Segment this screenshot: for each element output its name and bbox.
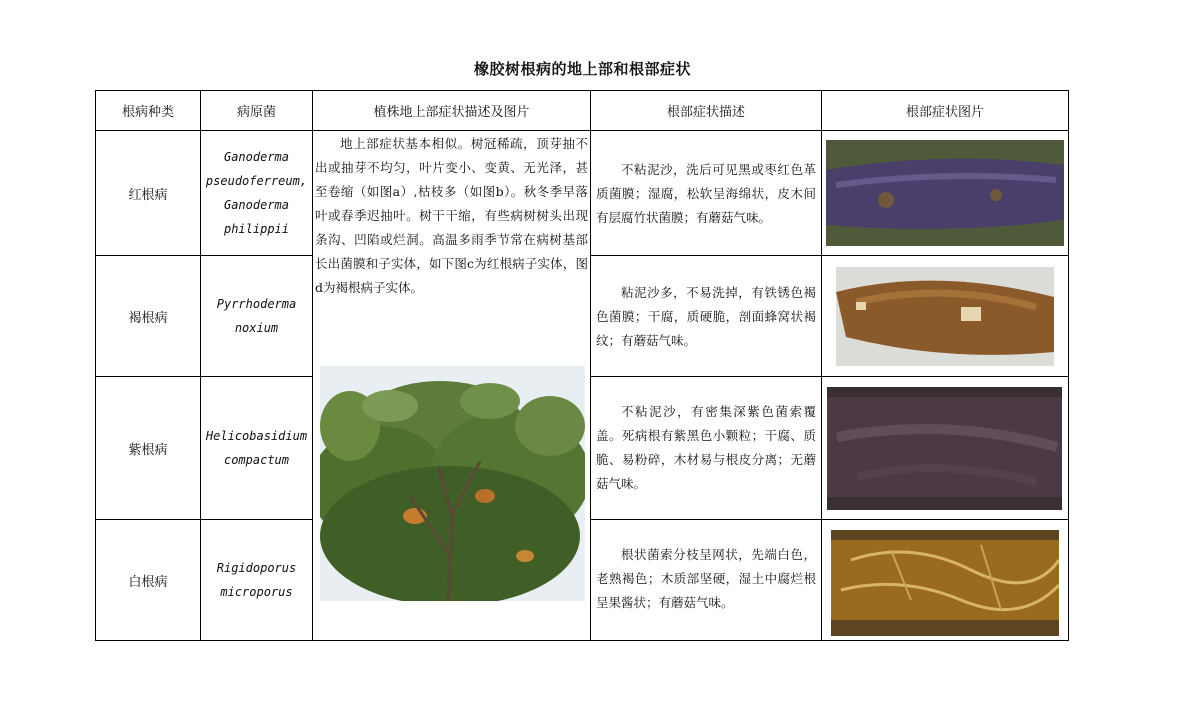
root-symptom-text: 不粘泥沙，洗后可见黑或枣红色革质菌膜；湿腐，松软呈海绵状，皮木间有层腐竹状菌膜；有蘑菇气味。 [596,162,816,225]
page-title: 橡胶树根病的地上部和根部症状 [473,60,691,78]
pathogen-line: pseudoferreum, [205,174,308,188]
pathogen-line: noxium [234,321,279,335]
pathogen-line: Ganoderma [223,198,290,212]
purple-root-photo [827,387,1062,510]
pathogen-name [201,256,312,376]
header-above-ground: 植株地上部症状描述及图片 [373,105,530,120]
pathogen-line: compactum [223,453,290,467]
pathogen-line: philippii [223,222,290,236]
pathogen-line: Helicobasidium [205,429,308,443]
red-root-photo [826,140,1064,246]
header-disease-type: 根病种类 [121,105,174,120]
tree-canopy-photo [320,366,585,601]
pathogen-line: microporus [220,585,293,599]
symptom-table [95,90,1069,641]
pathogen-name [201,520,312,640]
disease-name: 红根病 [128,187,168,203]
disease-name: 紫根病 [128,442,168,458]
root-symptom-text: 不粘泥沙，有密集深紫色菌索覆盖。死病根有紫黑色小颗粒；干腐、质脆、易粉碎，木材易与根皮分离；无蘑菇气味。 [596,404,816,491]
root-symptom-text: 粘泥沙多，不易洗掉，有铁锈色褐色菌膜；干腐，质硬脆，剖面蜂窝状褐纹；有蘑菇气味。 [596,285,816,348]
pathogen-line: Rigidoporus [216,561,297,575]
header-root-photo: 根部症状图片 [905,105,984,120]
header-pathogen: 病原菌 [236,105,276,120]
pathogen-line: Pyrrhoderma [216,297,297,311]
disease-name: 褐根病 [128,310,168,326]
root-symptom-text: 根状菌索分枝呈网状，先端白色，老熟褐色；木质部坚硬，湿土中腐烂根呈果酱状；有蘑菇气味。 [596,547,816,610]
disease-name: 白根病 [128,574,168,590]
above-ground-symptom-text: 地上部症状基本相似。树冠稀疏，顶芽抽不出或抽芽不均匀，叶片变小、变黄、无光泽，甚至卷缩（如图a）,枯枝多（如图b）。秋冬季早落叶或春季迟抽叶。树干干缩，有些病树树头出现条沟、凹陷或烂洞。高温多雨季节常在病树基部长出菌膜和子实体，如下图c为红根病子实体，图d为褐根病子实体。 [315,136,588,295]
pathogen-line: Ganoderma [223,150,290,164]
brown-root-photo [836,267,1054,366]
pathogen-name [201,377,312,519]
white-root-photo [831,530,1059,636]
header-root-symptom: 根部症状描述 [666,105,745,120]
pathogen-name [201,131,312,255]
